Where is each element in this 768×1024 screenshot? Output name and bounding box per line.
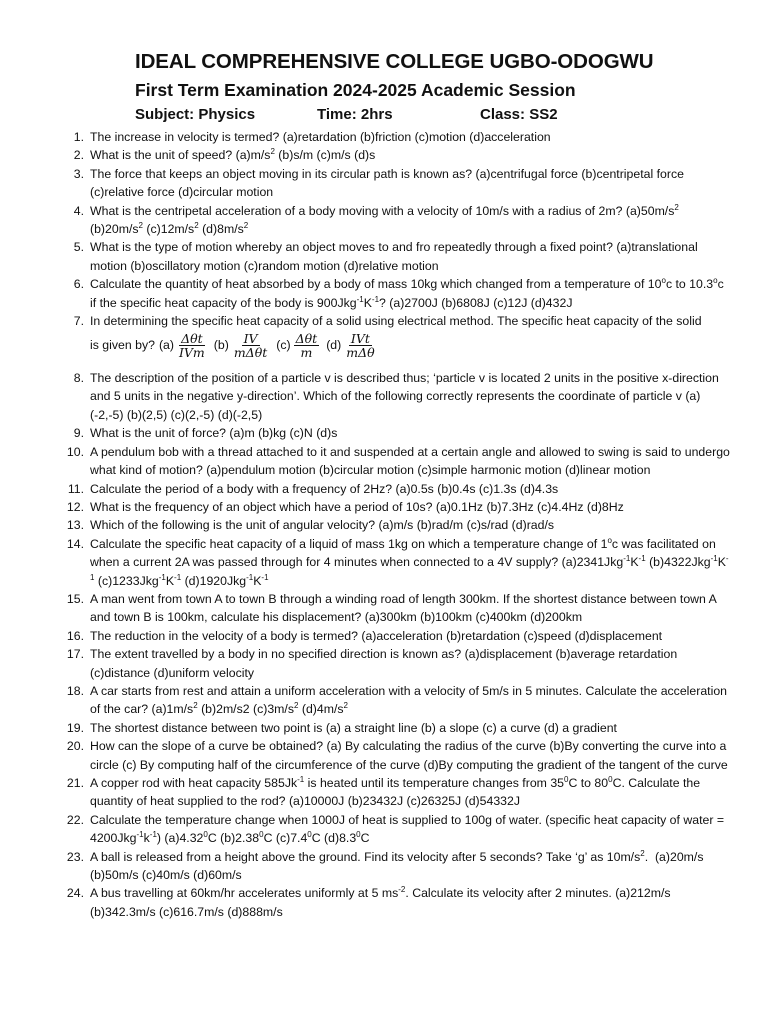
question-text: A copper rod with heat capacity $585Jk^{-1}$ is heated until its temperature changes from $35^0C$ to $80^0C$. Calculate the quantity of heat supplied to the rod? (a)10000J (b)23432J (c)26325J (d)54332J [90, 775, 701, 809]
question-text: In determining the specific heat capacity of a solid using electrical method. The specific heat capacity of the solid [90, 314, 702, 329]
question-text: A bus travelling at 60km/hr accelerates uniformly at 5 $ms^{-2}$. Calculate its velocity after 2 minutes. (a)212m/s (b)342.3m/s (c)616.7m/s (d)888m/s [90, 885, 671, 919]
school-name: IDEAL COMPREHENSIVE COLLEGE UGBO-ODOGWU [135, 50, 654, 73]
question-item [0, 645, 730, 682]
question-item [0, 682, 730, 719]
question-text: What is the centripetal acceleration of a body moving with a velocity of 10m/s with a radius of 2m? $(a)50m/s^2$ $(b)20m/s^2$ $(c)12m/s^2$ $(d)8m/s^2$ [90, 202, 679, 237]
question-number: 23. [66, 849, 84, 864]
fraction-denominator: mΔθt [233, 344, 268, 360]
question-text: The increase in velocity is termed? (a)retardation (b)friction (c)motion (d)acceleration [90, 130, 551, 144]
question-item [0, 202, 730, 239]
question-text: Which of the following is the unit of angular velocity? (a)m/s (b)rad/m (c)s/rad (d)rad/s [90, 518, 555, 533]
fraction-numerator: IV [243, 330, 258, 346]
fraction-denominator: mΔθ [346, 344, 375, 360]
question-item [0, 774, 730, 811]
option-label: (a) [158, 338, 174, 353]
question-item [0, 590, 730, 627]
question-text: Calculate the specific heat capacity of a liquid of mass 1kg on which a temperature change of 1$^o$c was facilitated on when a current 2A was passed through for 4 minutes when connected to a 4V supply? $(a)2341Jkg^{-1}K^{-1}$ $(b)4322Jkg^{-1}K^{-1}$ $(c)1233Jkg^{-1}K^{-1}$ $(d)1920Jkg^{-1}K^{-1}$ [90, 535, 729, 588]
subject-label: Subject: Physics [135, 106, 256, 123]
question-number: 7. [73, 314, 84, 329]
question-text: The extent travelled by a body in no specified direction is known as? (a)displacement (b)average retardation (c)distance (d)uniform velocity [90, 647, 678, 680]
question-item [0, 238, 730, 275]
question-number: 6. [73, 277, 84, 292]
option-fraction [294, 332, 320, 359]
question-text: Calculate the period of a body with a frequency of 2Hz? (a)0.5s (b)0.4s (c)1.3s (d)4.3s [90, 481, 559, 496]
question-text: How can the slope of a curve be obtained? (a) By calculating the radius of the curve (b)By converting the curve into a circle (c) By computing half of the circumference of the curve (d)By computing the gradient of the tangent of the curve [90, 739, 728, 772]
option-fraction [232, 332, 269, 359]
question-number: 10. [66, 444, 84, 459]
question-item [0, 369, 730, 424]
question-number: 24. [66, 886, 84, 901]
option-fraction [344, 332, 376, 359]
question-number: 19. [66, 720, 84, 735]
question-text: A ball is released from a height above the ground. Find its velocity after 5 seconds? Take ‘g’ as $10m/s^2$. (a)20m/s (b)50m/s (c)40m/s (d)60m/s [90, 848, 704, 883]
formula-lead: is given by? [90, 338, 155, 353]
question-number: 5. [73, 240, 84, 255]
question-text: What is the type of motion whereby an object moves to and fro repeatedly through a fixed point? (a)translational motion (b)oscillatory motion (c)random motion (d)relative motion [90, 240, 698, 273]
question-number: 4. [73, 203, 84, 218]
fraction-numerator: Δθt [181, 330, 203, 346]
question-text: Calculate the quantity of heat absorbed by a body of mass 10kg which changed from a temperature of 10$^o$c to 10.3$^o$c if the specific heat capacity of the body is $900Jkg^{-1}K^{-1}$? (a)2700J (b)6808J (c)12J (d)432J [90, 276, 724, 310]
question-list [0, 128, 768, 921]
question-number: 20. [66, 739, 84, 754]
question-item [0, 480, 730, 498]
question-number: 3. [73, 166, 84, 181]
question-text: The description of the position of a particle v is described thus; ‘particle v is located 2 units in the positive x-direction and 5 units in the negative y-direction’. Which of the following correctly represents the coordinate of particle v (a)(-2,-5) (b)(2,5) (c)(2,-5) (d)(-2,5) [90, 371, 719, 422]
question-text: A man went from town A to town B through a winding road of length 300km. If the shortest distance between town A and town B is 100km, calculate his displacement? (a)300km (b)100km (c)400km (d)200km [90, 591, 717, 625]
question-number: 15. [66, 591, 84, 606]
question-number: 13. [66, 518, 84, 533]
question-text: The force that keeps an object moving in its circular path is known as? (a)centrifugal force (b)centripetal force (c)relative force (d)circular motion [90, 166, 684, 200]
question-number: 12. [66, 499, 84, 514]
question-item [0, 516, 730, 534]
exam-title: First Term Examination 2024-2025 Academic Session [135, 80, 576, 100]
question-number: 17. [66, 647, 84, 662]
fraction-numerator: Δθt [295, 330, 318, 346]
question-item [0, 737, 730, 774]
question-item [0, 498, 730, 516]
option-label: (d) [326, 338, 342, 353]
question-number: 21. [66, 776, 84, 790]
question-text: A pendulum bob with a thread attached to it and suspended at a certain angle and allowed to swing is said to undergo what kind of motion? (a)pendulum motion (b)circular motion (c)simple harmonic motion (d)linear motion [90, 444, 730, 478]
question-number: 18. [66, 683, 84, 698]
question-item [0, 811, 730, 848]
question-text: The shortest distance between two point is (a) a straight line (b) a slope (c) a curve (d) a gradient [90, 720, 617, 735]
question-text: What is the unit of speed? $(a)m/s^2$ (b)s/m (c)m/s (d)s [90, 147, 376, 163]
question-text: A car starts from rest and attain a uniform acceleration with a velocity of 5m/s in 5 minutes. Calculate the acceleration of the car? $(a)1m/s^2$ (b)2m/s2 $(c)3m/s^2$ $(d)4m/s^2$ [90, 683, 728, 717]
question-item [0, 275, 730, 312]
question-item [0, 884, 730, 921]
question-number: 11. [67, 481, 84, 496]
fraction-numerator: IVt [350, 330, 370, 346]
fraction-denominator: IVm [178, 344, 205, 360]
fraction-denominator: m [300, 344, 313, 360]
question-number: 22. [66, 812, 84, 827]
question-item [0, 146, 730, 164]
question-number: 8. [73, 371, 84, 386]
question-item [0, 312, 730, 369]
question-text: Calculate the temperature change when 1000J of heat is supplied to 100g of water. (specific heat capacity of water = $4200Jkg^{-1}k^{-1}$) (a)4.32$^0$C (b)2.38$^0$C $(c)7.4^0C$ $(d)8.3^0C$ [90, 812, 725, 846]
question-text: The reduction in the velocity of a body is termed? (a)acceleration (b)retardation (c)speed (d)displacement [90, 628, 663, 643]
formula-options [90, 332, 730, 358]
question-number: 1. [73, 130, 84, 144]
question-number: 2. [73, 148, 84, 163]
question-number: 14. [66, 536, 84, 551]
time-label: Time: 2hrs [317, 106, 393, 123]
question-item [0, 848, 730, 885]
question-item [0, 443, 730, 480]
question-item [0, 535, 730, 590]
question-number: 9. [73, 426, 84, 441]
option-label: (c) [276, 338, 291, 353]
question-item [0, 627, 730, 645]
question-item [0, 424, 730, 442]
question-item [0, 165, 730, 202]
question-item [0, 128, 730, 146]
option-label: (b) [213, 338, 229, 353]
question-item [0, 719, 730, 737]
option-fraction [177, 332, 207, 359]
question-number: 16. [66, 628, 84, 643]
class-label: Class: SS2 [480, 106, 558, 123]
question-text: What is the frequency of an object which have a period of 10s? (a)0.1Hz (b)7.3Hz (c)4.4Hz (d)8Hz [90, 499, 624, 514]
question-text: What is the unit of force? (a)m (b)kg (c)N (d)s [90, 426, 338, 441]
